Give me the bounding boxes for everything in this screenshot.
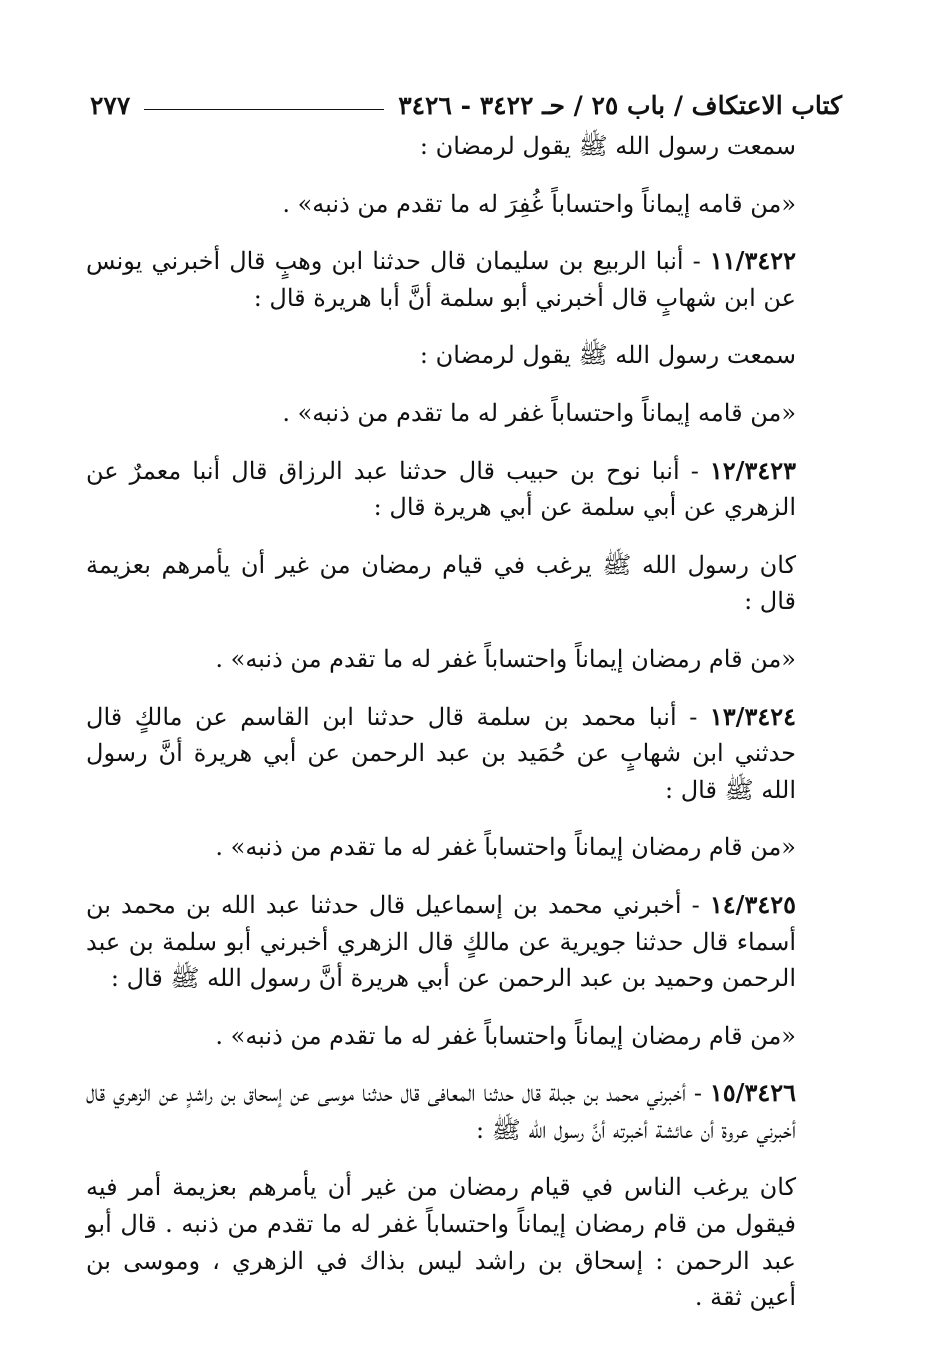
running-header [90,78,842,118]
paragraph [86,243,842,316]
paragraph [86,453,842,526]
hadith-number: ١٥/٣٤٢٦ [709,1078,796,1108]
paragraph-text: «من قامه إيماناً واحتساباً غفر له ما تقدم من ذنبه» . [282,398,796,427]
paragraph [86,547,842,620]
paragraph [86,1075,842,1148]
body-text [86,128,842,1337]
header-rule [144,109,384,110]
paragraph-text: - أنبا الربيع بن سليمان قال حدثنا ابن وهبٍ قال أخبرني يونس عن ابن شهابٍ قال أخبرني أبو سلمة أنَّ أبا هريرة قال : [86,247,796,312]
paragraph-text: سمعت رسول الله ﷺ يقول لرمضان : [419,132,796,160]
hadith-number: ١٤/٣٤٢٥ [709,889,796,919]
paragraph [86,829,842,866]
paragraph-text: - أنبا محمد بن سلمة قال حدثنا ابن القاسم عن مالكٍ قال حدثني ابن شهابٍ عن حُمَيد بن عبد الرحمن عن أبي هريرة أنَّ رسول الله ﷺ قال : [86,702,796,804]
hadith-number: ١١/٣٤٢٢ [709,246,796,276]
paragraph [86,699,842,809]
paragraph-text: «من قام رمضان إيماناً واحتساباً غفر له ما تقدم من ذنبه» . [215,833,796,862]
header-title: كتاب الاعتكاف / باب ٢٥ / حـ ٣٤٢٢ - ٣٤٢٦ [398,91,842,120]
paragraph-text: - أخبرني محمد بن إسماعيل قال حدثنا عبد الله بن محمد بن أسماء قال حدثنا جويرية عن مالكٍ قال الزهري أخبرني أبو سلمة بن عبد الرحمن وحميد بن عبد الرحمن عن أبي هريرة أنَّ رسول الله ﷺ قال : [86,890,796,993]
paragraph [86,641,842,678]
paragraph-text: كان يرغب الناس في قيام رمضان من غير أن يأمرهم بعزيمة أمر فيه فيقول من قام رمضان إيماناً واحتساباً غفر له ما تقدم من ذنبه . قال أبو عبد الرحمن : إسحاق بن راشد ليس بذاك في الزهري ، وموسى بن أعين ثقة . [86,1173,796,1312]
hadith-number: ١٢/٣٤٢٣ [709,455,796,485]
paragraph [86,128,842,165]
paragraph-text: كان رسول الله ﷺ يرغب في قيام رمضان من غير أن يأمرهم بعزيمة قال : [86,550,796,616]
page-number: ٢٧٧ [90,91,131,120]
paragraph-text: «من قام رمضان إيماناً واحتساباً غفر له ما تقدم من ذنبه» . [215,644,796,673]
paragraph-text: «من قامه إيماناً واحتساباً غُفِرَ له ما تقدم من ذنبه» . [282,189,796,218]
paragraph [86,1018,842,1055]
paragraph-text: - أنبا نوح بن حبيب قال حدثنا عبد الرزاق قال أنبا معمرٌ عن الزهري عن أبي سلمة عن أبي هريرة قال : [86,456,796,522]
paragraph [86,337,842,374]
paragraph-text: سمعت رسول الله ﷺ يقول لرمضان : [419,341,796,370]
paragraph [86,887,842,997]
paragraph [86,1169,842,1315]
paragraph-text: «من قام رمضان إيماناً واحتساباً غفر له ما تقدم من ذنبه» . [215,1021,796,1050]
paragraph [86,395,842,432]
hadith-number: ١٣/٣٤٢٤ [709,701,796,731]
paragraph [86,186,842,223]
paragraph-text: - أخبرني محمد بن جبلة قال حدثنا المعافى قال حدثنا موسى عن إسحاق بن راشدٍ عن الزهري قال أخبرني عروة أن عائشة أخبرته أنَّ رسول الله ﷺ : [86,1079,796,1144]
